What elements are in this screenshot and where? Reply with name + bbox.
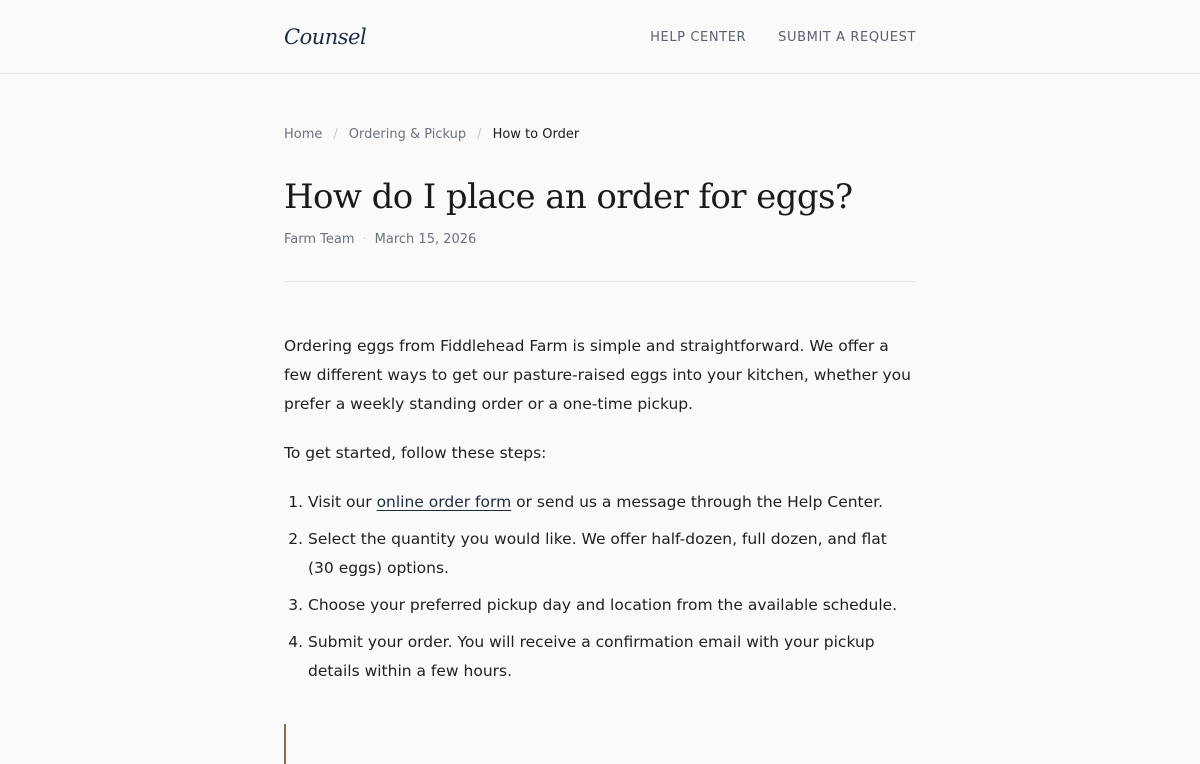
step-item-4: 4. Submit your order. You will receive a confirmation email with your pickup details within a few hours.	[308, 628, 916, 686]
breadcrumb-separator: /	[477, 126, 482, 142]
steps-list	[284, 488, 916, 686]
page-title: How do I place an order for eggs?	[284, 177, 853, 217]
site-header	[0, 0, 1200, 74]
header-inner	[284, 0, 916, 74]
breadcrumb-separator: /	[333, 126, 338, 142]
online-order-form-link[interactable]: online order form	[376, 493, 512, 511]
step-item-2: 2. Select the quantity you would like. We offer half-dozen, full dozen, and flat (30 eggs) options.	[308, 525, 916, 583]
article-date: March 15, 2026	[374, 232, 477, 247]
step-1-text-after: or send us a message through the Help Center.	[511, 493, 884, 511]
step-1-text-before: Visit our	[308, 493, 377, 511]
steps-intro: To get started, follow these steps:	[284, 444, 547, 462]
meta-separator: ·	[362, 232, 367, 247]
title-divider	[284, 281, 916, 282]
step-item-3: 3. Choose your preferred pickup day and location from the available schedule.	[308, 591, 916, 620]
breadcrumb	[284, 125, 916, 143]
article-author: Farm Team	[284, 232, 355, 247]
breadcrumb-home[interactable]: Home	[284, 126, 323, 142]
intro-paragraph: Ordering eggs from Fiddlehead Farm is simple and straightforward. We offer a few different ways to get our pasture-raised eggs into your kitchen, whether you prefer a weekly standing order or a one-time pickup.	[284, 337, 911, 413]
breadcrumb-current: How to Order	[492, 126, 580, 142]
article-content	[284, 74, 916, 764]
nav-help-center[interactable]: HELP CENTER	[650, 29, 747, 45]
nav-submit-request[interactable]: SUBMIT A REQUEST	[778, 29, 916, 45]
top-nav	[650, 30, 916, 45]
article-body	[284, 332, 916, 764]
site-logo[interactable]: Counsel	[284, 25, 367, 49]
breadcrumb-section[interactable]: Ordering & Pickup	[348, 126, 467, 142]
blockquote-bar	[284, 724, 286, 764]
article-meta	[284, 232, 916, 247]
step-item-1	[308, 488, 916, 517]
